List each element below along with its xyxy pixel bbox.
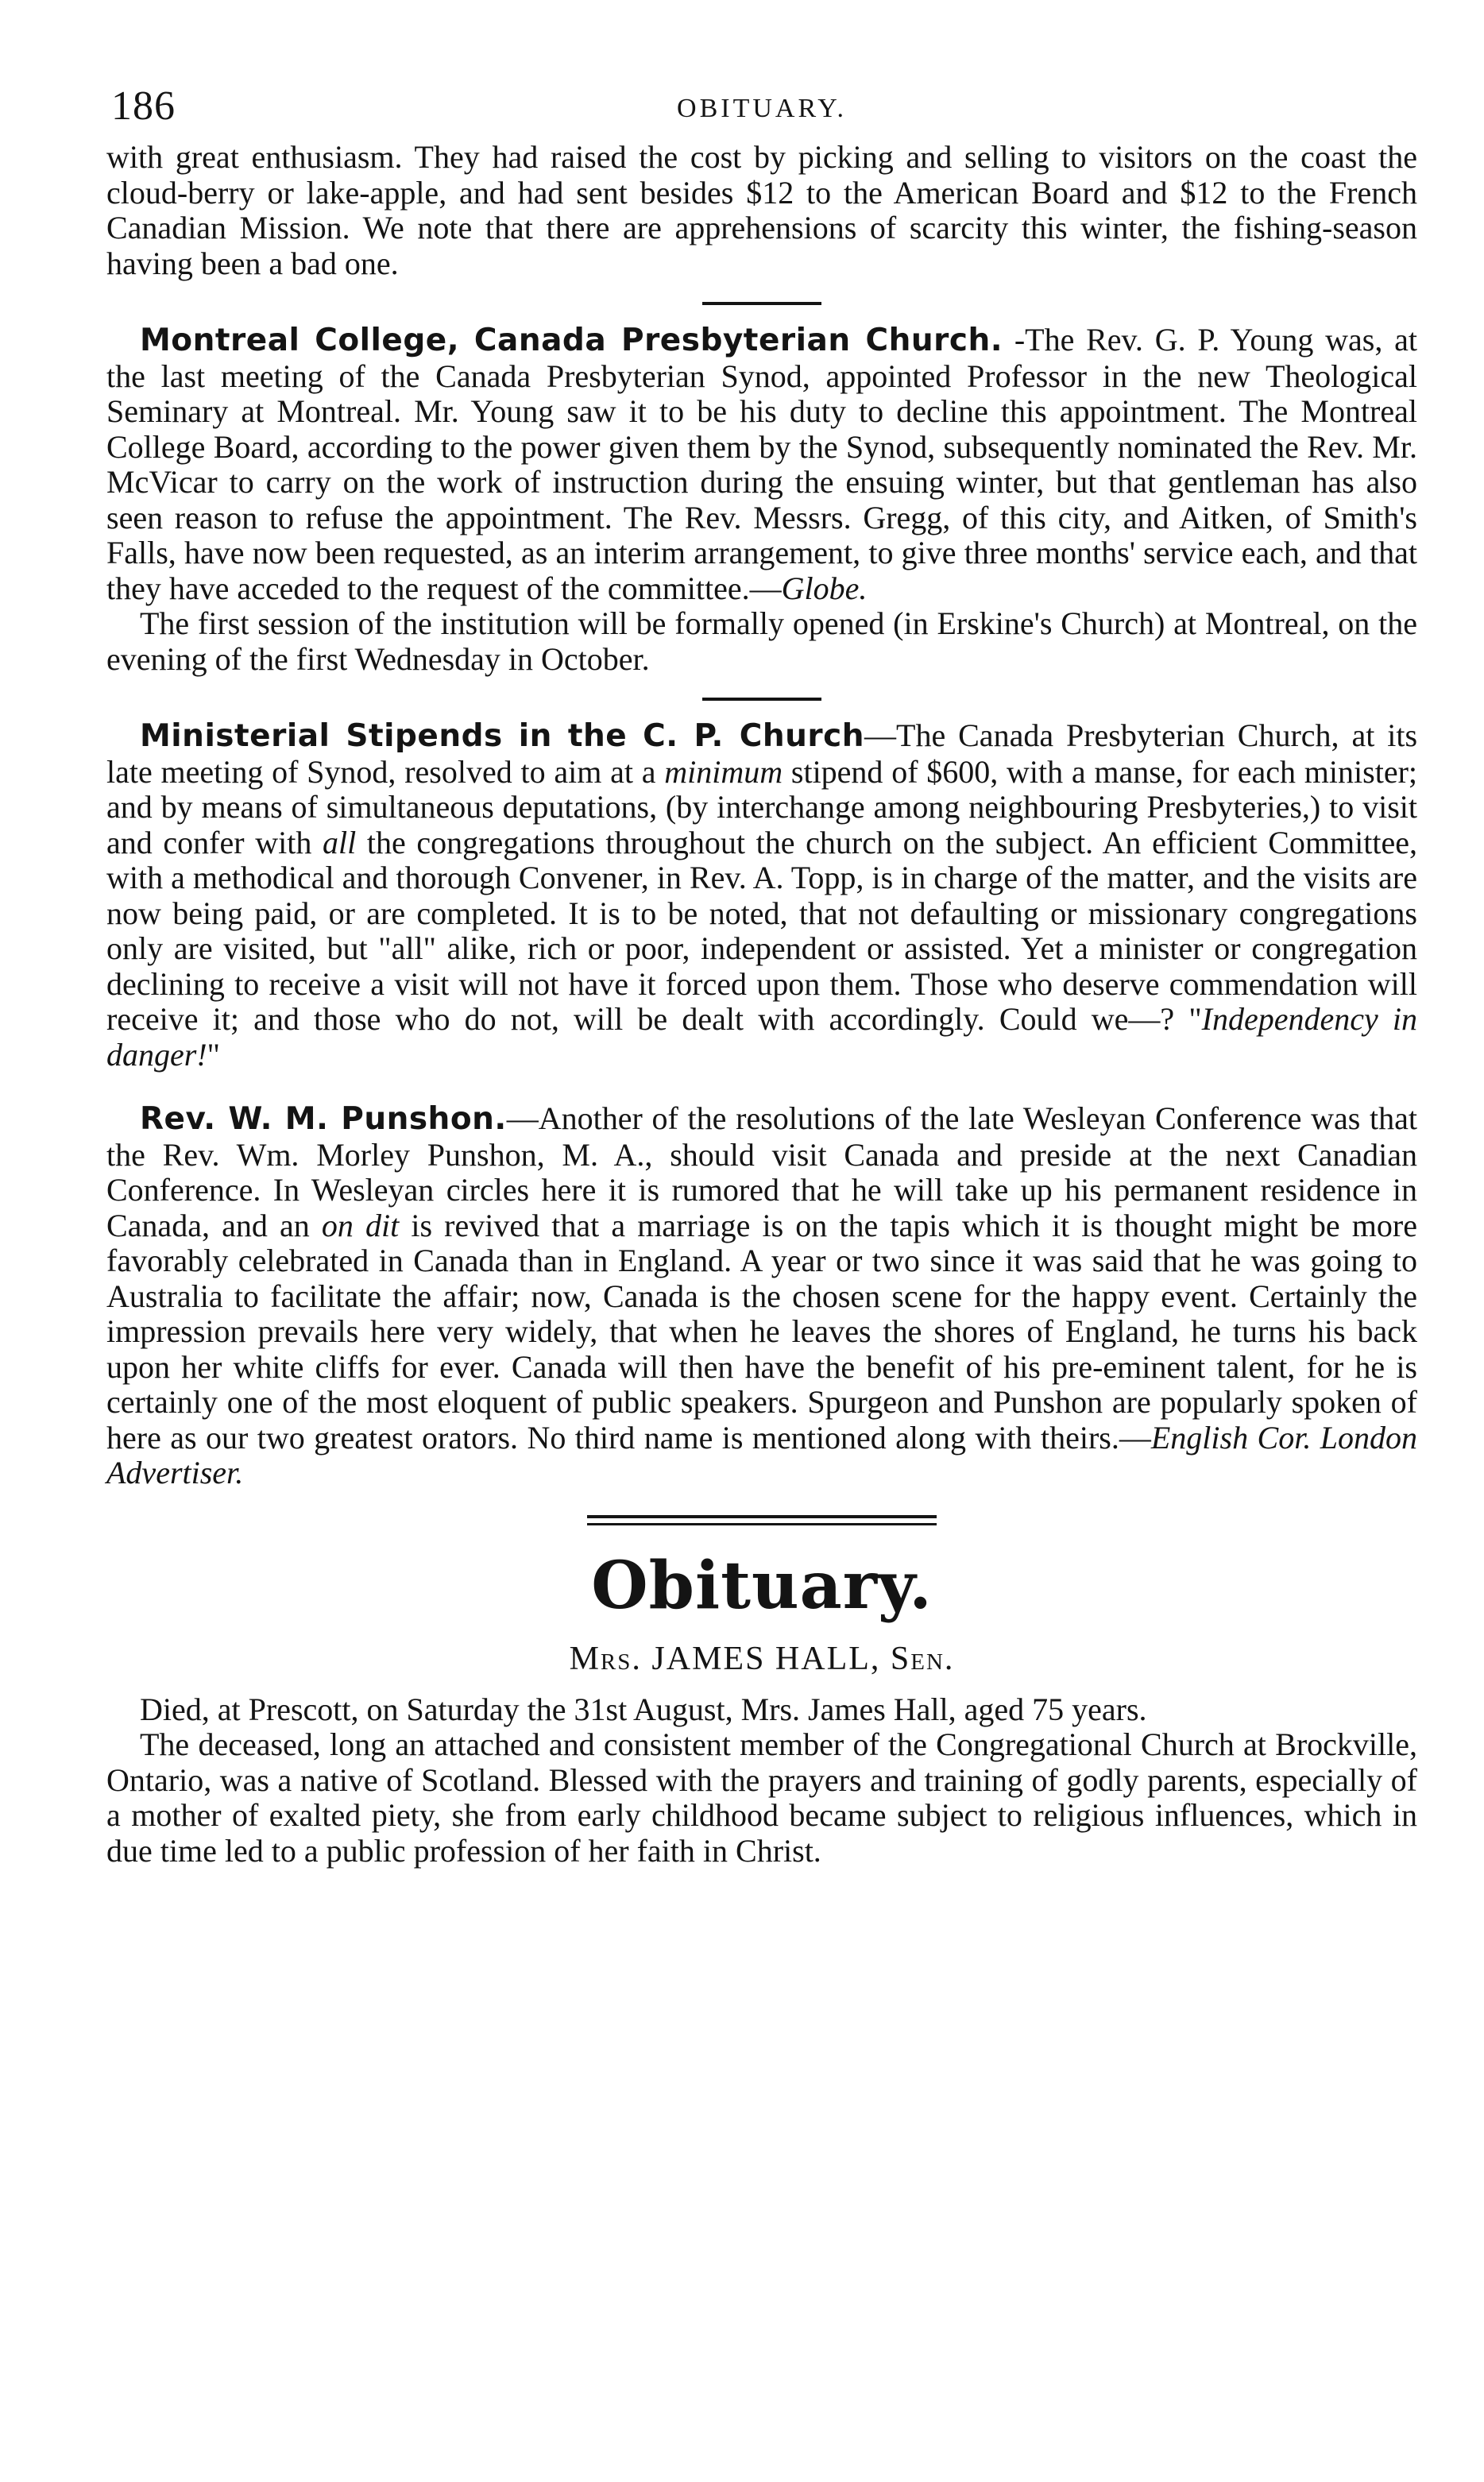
section-divider (702, 698, 821, 701)
intro-paragraph: with great enthusiasm. They had raised the cost by picking and selling to visitors on the coast the cloud-berry or lake-apple, and had sent besides $12 to the American Board and $12 to the French Canadian Mission. We note that there are apprehensions of scarcity this winter, the fishing-season having been a bad one. (106, 139, 1417, 281)
item-source: English Cor. London Advertiser. (106, 1419, 1417, 1490)
punshon-paragraph (106, 1101, 1417, 1491)
item-title: Rev. W. M. Punshon. (140, 1101, 507, 1137)
news-item-punshon (106, 1101, 1417, 1491)
item-body: " (207, 1036, 220, 1073)
news-item-montreal-college (106, 323, 1417, 677)
news-item-ministerial-stipends (106, 718, 1417, 1073)
item-body: the congregations throughout the church on the subject. An efficient Committee, with a methodical and thorough Convener, in Rev. A. Topp, is in charge of the matter, and the visits are now being paid, or are completed. It is to be noted, that not defaulting or missionary congregations only are visited, but "all" alike, rich or poor, independent or assisted. Yet a minister or congregation declining to receive a visit will not have it forced upon them. Those who deserve commendation will receive it; and those who do not, will be dealt with accordingly. Could we—? " (106, 824, 1418, 1037)
item-emphasis: Independency in danger! (106, 1001, 1418, 1073)
item-body: —The Canada Presbyterian Church, at its late meeting of Synod, resolved to aim at a (106, 717, 1418, 790)
item-source: Globe. (781, 570, 868, 606)
item-body: -The Rev. G. P. Young was, at the last meeting of the Canada Presbyterian Synod, appointed Professor in the new Theological Seminary at Montreal. Mr. Young saw it to be his duty to decline this appointment. The Montreal College Board, according to the power given them by the Synod, subsequently nominated the Rev. Mr. McVicar to carry on the work of instruction during the ensuing winter, but that gentleman has also seen reason to refuse the appointment. The Rev. Messrs. Gregg, of this city, and Aitken, of Smith's Falls, have now been requested, as an interim arrangement, to give three months' service each, and that they have acceded to the request of the committee.— (106, 322, 1417, 606)
section-double-rule (587, 1515, 937, 1525)
item-emphasis: minimum (664, 753, 783, 790)
page (106, 76, 1417, 1869)
montreal-second-paragraph: The first session of the institution will be formally opened (in Erskine's Church) at Montreal, on the evening of the first Wednesday in October. (106, 605, 1417, 677)
item-title: Montreal College, Canada Presbyterian Church. (140, 323, 1003, 358)
running-head: OBITUARY. (677, 94, 847, 123)
item-spacer (106, 1073, 1417, 1101)
obituary-paragraph: Died, at Prescott, on Saturday the 31st August, Mrs. James Hall, aged 75 years. (140, 1691, 1147, 1727)
section-divider (702, 302, 821, 305)
obituary-paragraph: The deceased, long an attached and consistent member of the Congregational Church at Brockville, Ontario, was a native of Scotland. Blessed with the prayers and training of godly parents, especially of a mother of exalted piety, she from early childhood became subject to religious influences, which in due time led to a public profession of her faith in Christ. (106, 1726, 1417, 1869)
obituary-person-heading: Mrs. JAMES HALL, Sen. (569, 1640, 955, 1677)
item-emphasis: all (322, 824, 357, 860)
page-number: 186 (111, 83, 176, 129)
item-body: is revived that a marriage is on the tapis which it is thought might be more favorably celebrated in Canada than in England. A year or two since it was said that he was going to Australia to facilitate the affair; now, Canada is the chosen scene for the happy event. Certainly the impression prevails here very widely, that when he leaves the shores of England, he turns his back upon her white cliffs for ever. Canada will then have the benefit of his pre-eminent talent, for he is certainly one of the most eloquent of public speakers. Spurgeon and Punshon are popularly spoken of here as our two greatest orators. No third name is mentioned along with theirs.— (106, 1207, 1417, 1456)
item-body: stipend of $600, with a manse, for each minister; and by means of simultaneous deputations, (by interchange among neighbouring Presbyteries,) to visit and confer with (106, 753, 1418, 860)
obituary-section-title: Obituary. (591, 1547, 933, 1624)
item-title: Ministerial Stipends in the C. P. Church (140, 718, 865, 754)
stipends-paragraph (106, 718, 1417, 1073)
montreal-paragraph (106, 323, 1417, 606)
page-header (106, 76, 1417, 140)
item-emphasis: on dit (321, 1207, 400, 1243)
item-body: —Another of the resolutions of the late Wesleyan Conference was that the Rev. Wm. Morley Punshon, M. A., should visit Canada and preside at the next Canadian Conference. In Wesleyan circles here it is rumored that he will take up his permanent residence in Canada, and an (106, 1100, 1417, 1243)
